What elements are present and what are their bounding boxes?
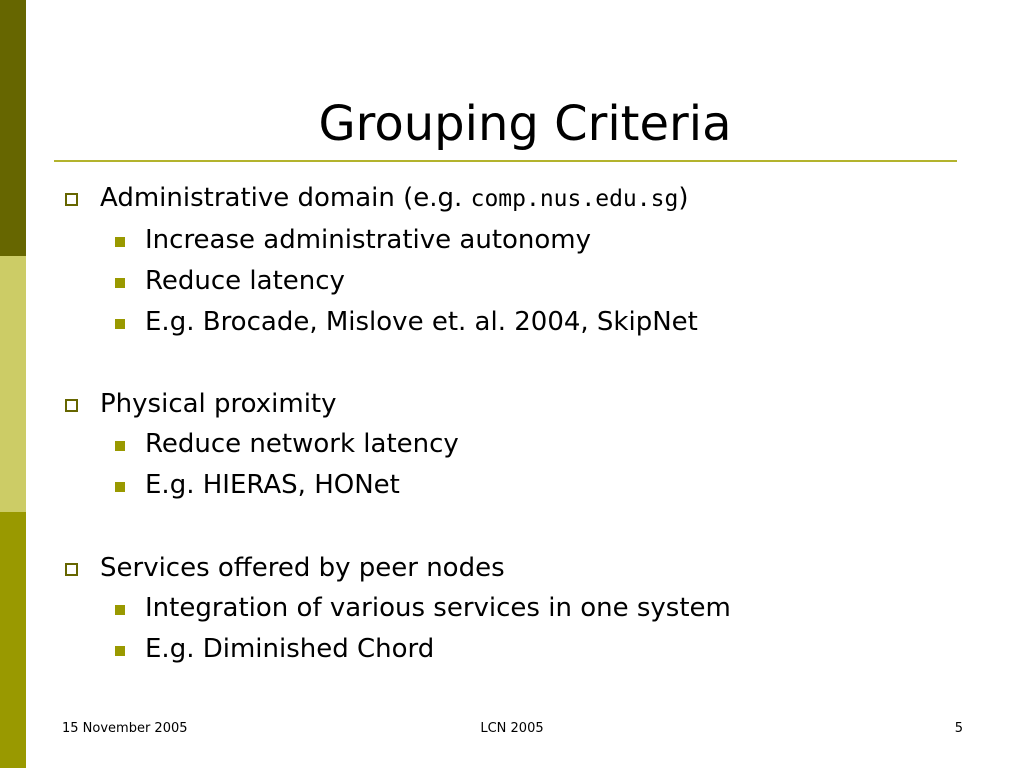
- bullet-text: Administrative domain (e.g.: [100, 183, 471, 213]
- square-bullet-icon: [115, 646, 125, 656]
- square-bullet-icon: [115, 482, 125, 492]
- bullet-services-offered: Services offered by peer nodes: [100, 553, 505, 583]
- footer-event: LCN 2005: [480, 721, 544, 736]
- sub-bullet: Integration of various services in one system: [145, 593, 731, 623]
- footer-date: 15 November 2005: [62, 721, 188, 736]
- footer-page-number: 5: [954, 721, 963, 736]
- bullet-administrative-domain: [100, 181, 688, 216]
- bullet-physical-proximity: Physical proximity: [100, 389, 337, 419]
- hollow-square-bullet-icon: [65, 563, 78, 576]
- slide-title: Grouping Criteria: [318, 96, 732, 152]
- square-bullet-icon: [115, 319, 125, 329]
- square-bullet-icon: [115, 237, 125, 247]
- square-bullet-icon: [115, 441, 125, 451]
- square-bullet-icon: [115, 605, 125, 615]
- domain-code: comp.nus.edu.sg: [470, 186, 679, 212]
- sub-bullet: Reduce latency: [145, 266, 345, 296]
- hollow-square-bullet-icon: [65, 399, 78, 412]
- sub-bullet: E.g. Brocade, Mislove et. al. 2004, SkipNet: [145, 307, 698, 337]
- sub-bullet: E.g. Diminished Chord: [145, 634, 435, 664]
- bullet-text-suffix: ): [678, 183, 689, 213]
- square-bullet-icon: [115, 278, 125, 288]
- sub-bullet: E.g. HIERAS, HONet: [145, 470, 400, 500]
- sub-bullet: Reduce network latency: [145, 429, 459, 459]
- hollow-square-bullet-icon: [65, 193, 78, 206]
- sub-bullet: Increase administrative autonomy: [145, 225, 592, 255]
